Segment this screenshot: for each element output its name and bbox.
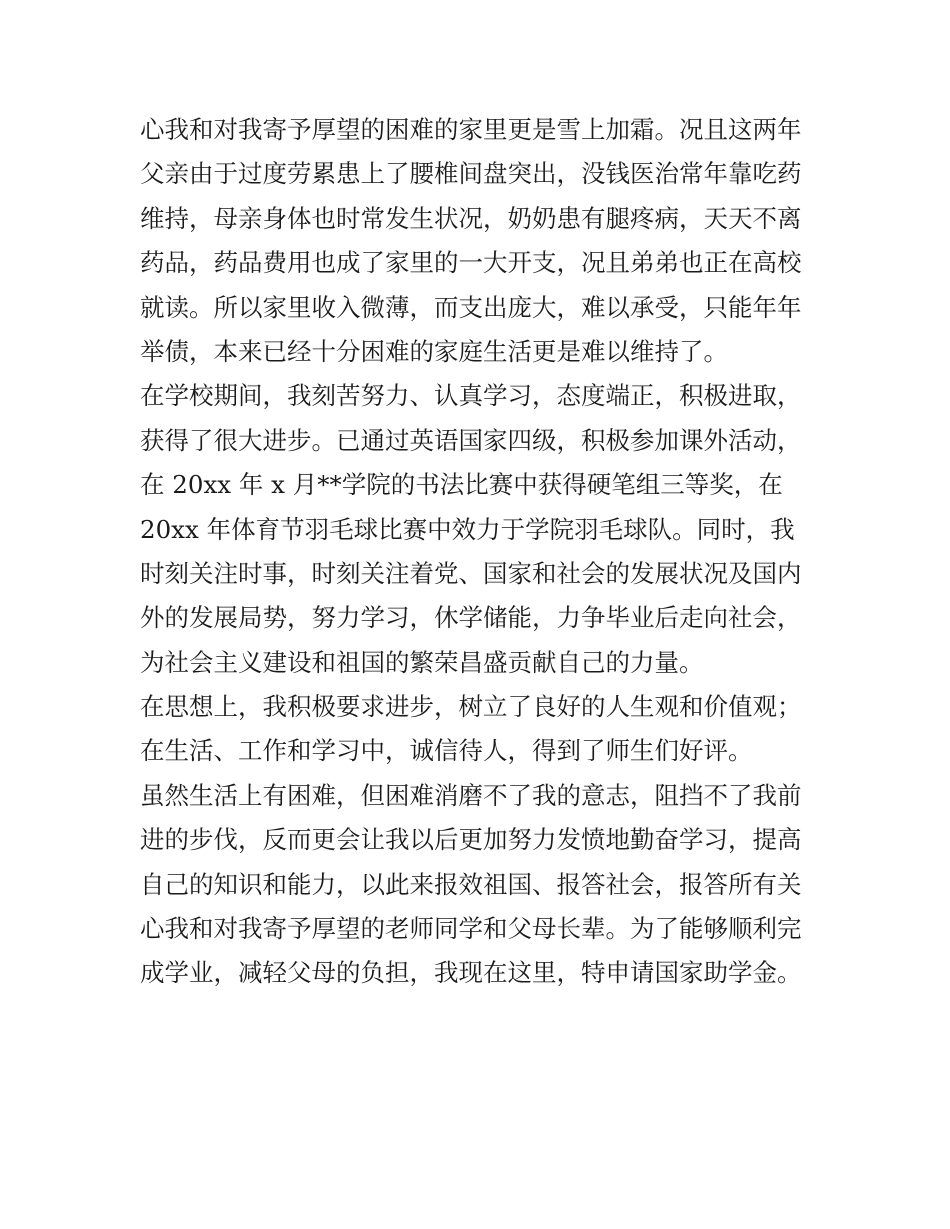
text-line: 在思想上，我积极要求进步，树立了良好的人生观和价值观； <box>140 692 802 722</box>
text-line: 就读。所以家里收入微薄，而支出庞大，难以承受，只能年年 <box>140 292 802 322</box>
text-line: 自己的知识和能力，以此来报效祖国、报答社会，报答所有关 <box>140 869 802 899</box>
text-line: 成学业，减轻父母的负担，我现在这里，特申请国家助学金。 <box>140 958 802 988</box>
text-line: 心我和对我寄予厚望的老师同学和父母长辈。为了能够顺利完 <box>140 914 802 944</box>
text-line: 20xx 年体育节羽毛球比赛中效力于学院羽毛球队。同时，我 <box>140 514 795 544</box>
body-text <box>140 108 820 996</box>
text-line: 外的发展局势，努力学习，休学储能，力争毕业后走向社会， <box>140 603 802 633</box>
text-line: 为社会主义建设和祖国的繁荣昌盛贡献自己的力量。 <box>140 647 704 677</box>
text-line: 虽然生活上有困难，但困难消磨不了我的意志，阻挡不了我前 <box>140 780 802 810</box>
text-line: 进的步伐，反而更会让我以后更加努力发愤地勤奋学习，提高 <box>140 825 802 855</box>
text-line: 获得了很大进步。已通过英语国家四级，积极参加课外活动， <box>140 425 802 455</box>
text-line: 在学校期间，我刻苦努力、认真学习，态度端正，积极进取， <box>140 381 802 411</box>
text-line: 父亲由于过度劳累患上了腰椎间盘突出，没钱医治常年靠吃药 <box>140 159 802 189</box>
text-line: 在生活、工作和学习中，诚信待人，得到了师生们好评。 <box>140 736 753 766</box>
text-line: 心我和对我寄予厚望的困难的家里更是雪上加霜。况且这两年 <box>140 115 802 144</box>
text-line: 维持，母亲身体也时常发生状况，奶奶患有腿疼病，天天不离 <box>140 203 802 233</box>
text-line: 药品，药品费用也成了家里的一大开支，况且弟弟也正在高校 <box>140 248 802 278</box>
text-line: 举债，本来已经十分困难的家庭生活更是难以维持了。 <box>140 336 728 366</box>
text-line: 时刻关注时事，时刻关注着党、国家和社会的发展状况及国内 <box>140 558 802 588</box>
text-line: 在 20xx 年 x 月**学院的书法比赛中获得硬笔组三等奖，在 <box>140 470 783 500</box>
